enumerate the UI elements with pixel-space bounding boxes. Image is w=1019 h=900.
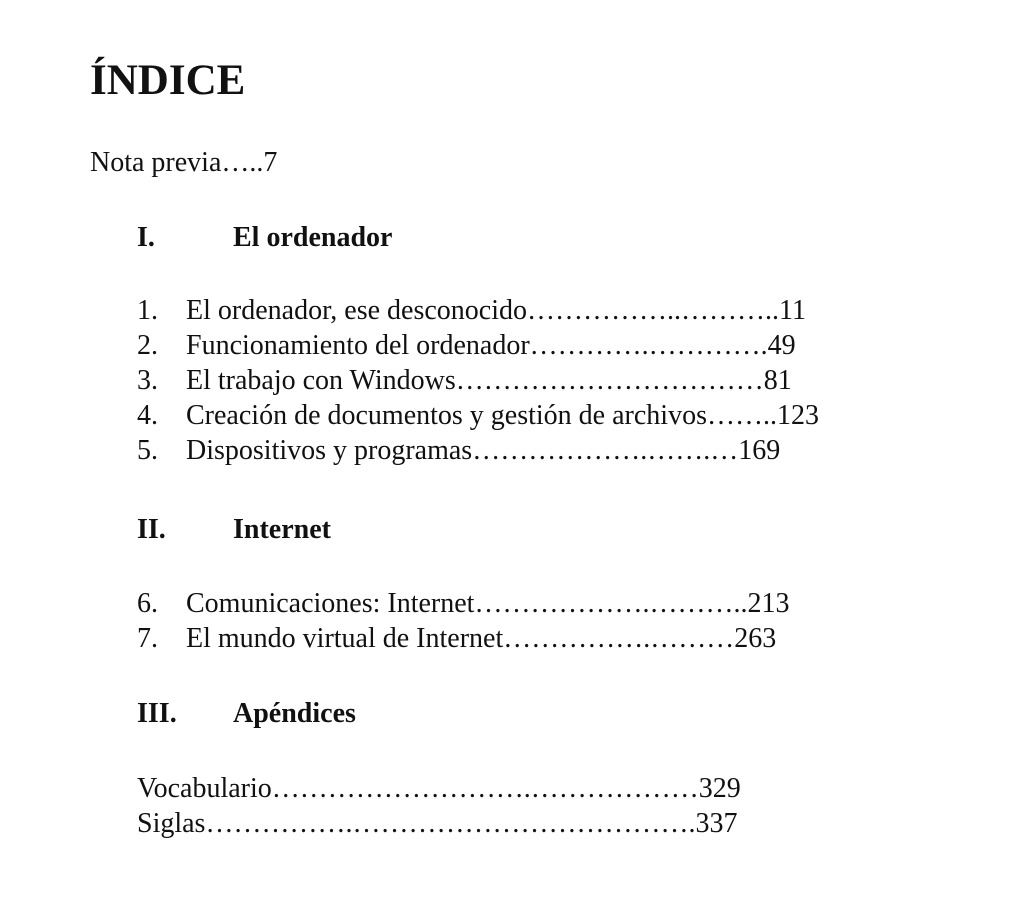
entry-text: El mundo virtual de Internet…………….………263 [186,623,777,654]
entry-text: El trabajo con Windows……………………………81 [186,365,792,396]
entry-text: El ordenador, ese desconocido……………..………..11 [186,295,806,326]
entry-text: Creación de documentos y gestión de archivos……..123 [186,400,819,431]
toc-entry [137,398,819,433]
part-2-entries [137,586,789,656]
entry-number: 2. [137,330,158,361]
entry-number: 3. [137,365,158,396]
toc-entry [137,771,741,806]
entry-number: 5. [137,435,158,466]
entry-text: Funcionamiento del ordenador………….………….49 [186,330,796,361]
entry-number: 7. [137,623,158,654]
toc-entry [137,363,819,398]
part-title: Apéndices [233,698,356,729]
part-title: Internet [233,514,331,545]
toc-entry [137,293,819,328]
entry-text: Dispositivos y programas……………….…….…169 [186,435,781,466]
toc-entry [137,806,741,841]
entry-text: Siglas…………….……………………………….337 [137,808,738,839]
part-heading-3 [137,698,356,730]
part-numeral: II. [137,514,166,545]
toc-entry [137,621,789,656]
part-heading-2 [137,514,331,546]
nota-previa-entry: Nota previa…..7 [90,147,278,178]
part-heading-1 [137,222,392,254]
entry-number: 4. [137,400,158,431]
part-title: El ordenador [233,222,393,253]
entry-text: Comunicaciones: Internet……………….………..213 [186,588,790,619]
entry-number: 6. [137,588,158,619]
toc-entry [137,433,819,468]
page-title: ÍNDICE [90,57,246,104]
part-1-entries [137,293,819,468]
toc-entry [137,586,789,621]
appendix-entries [137,771,741,841]
entry-text: Vocabulario……………………….………………329 [137,773,741,804]
part-numeral: III. [137,698,177,729]
entry-number: 1. [137,295,158,326]
toc-entry [137,328,819,363]
part-numeral: I. [137,222,155,253]
